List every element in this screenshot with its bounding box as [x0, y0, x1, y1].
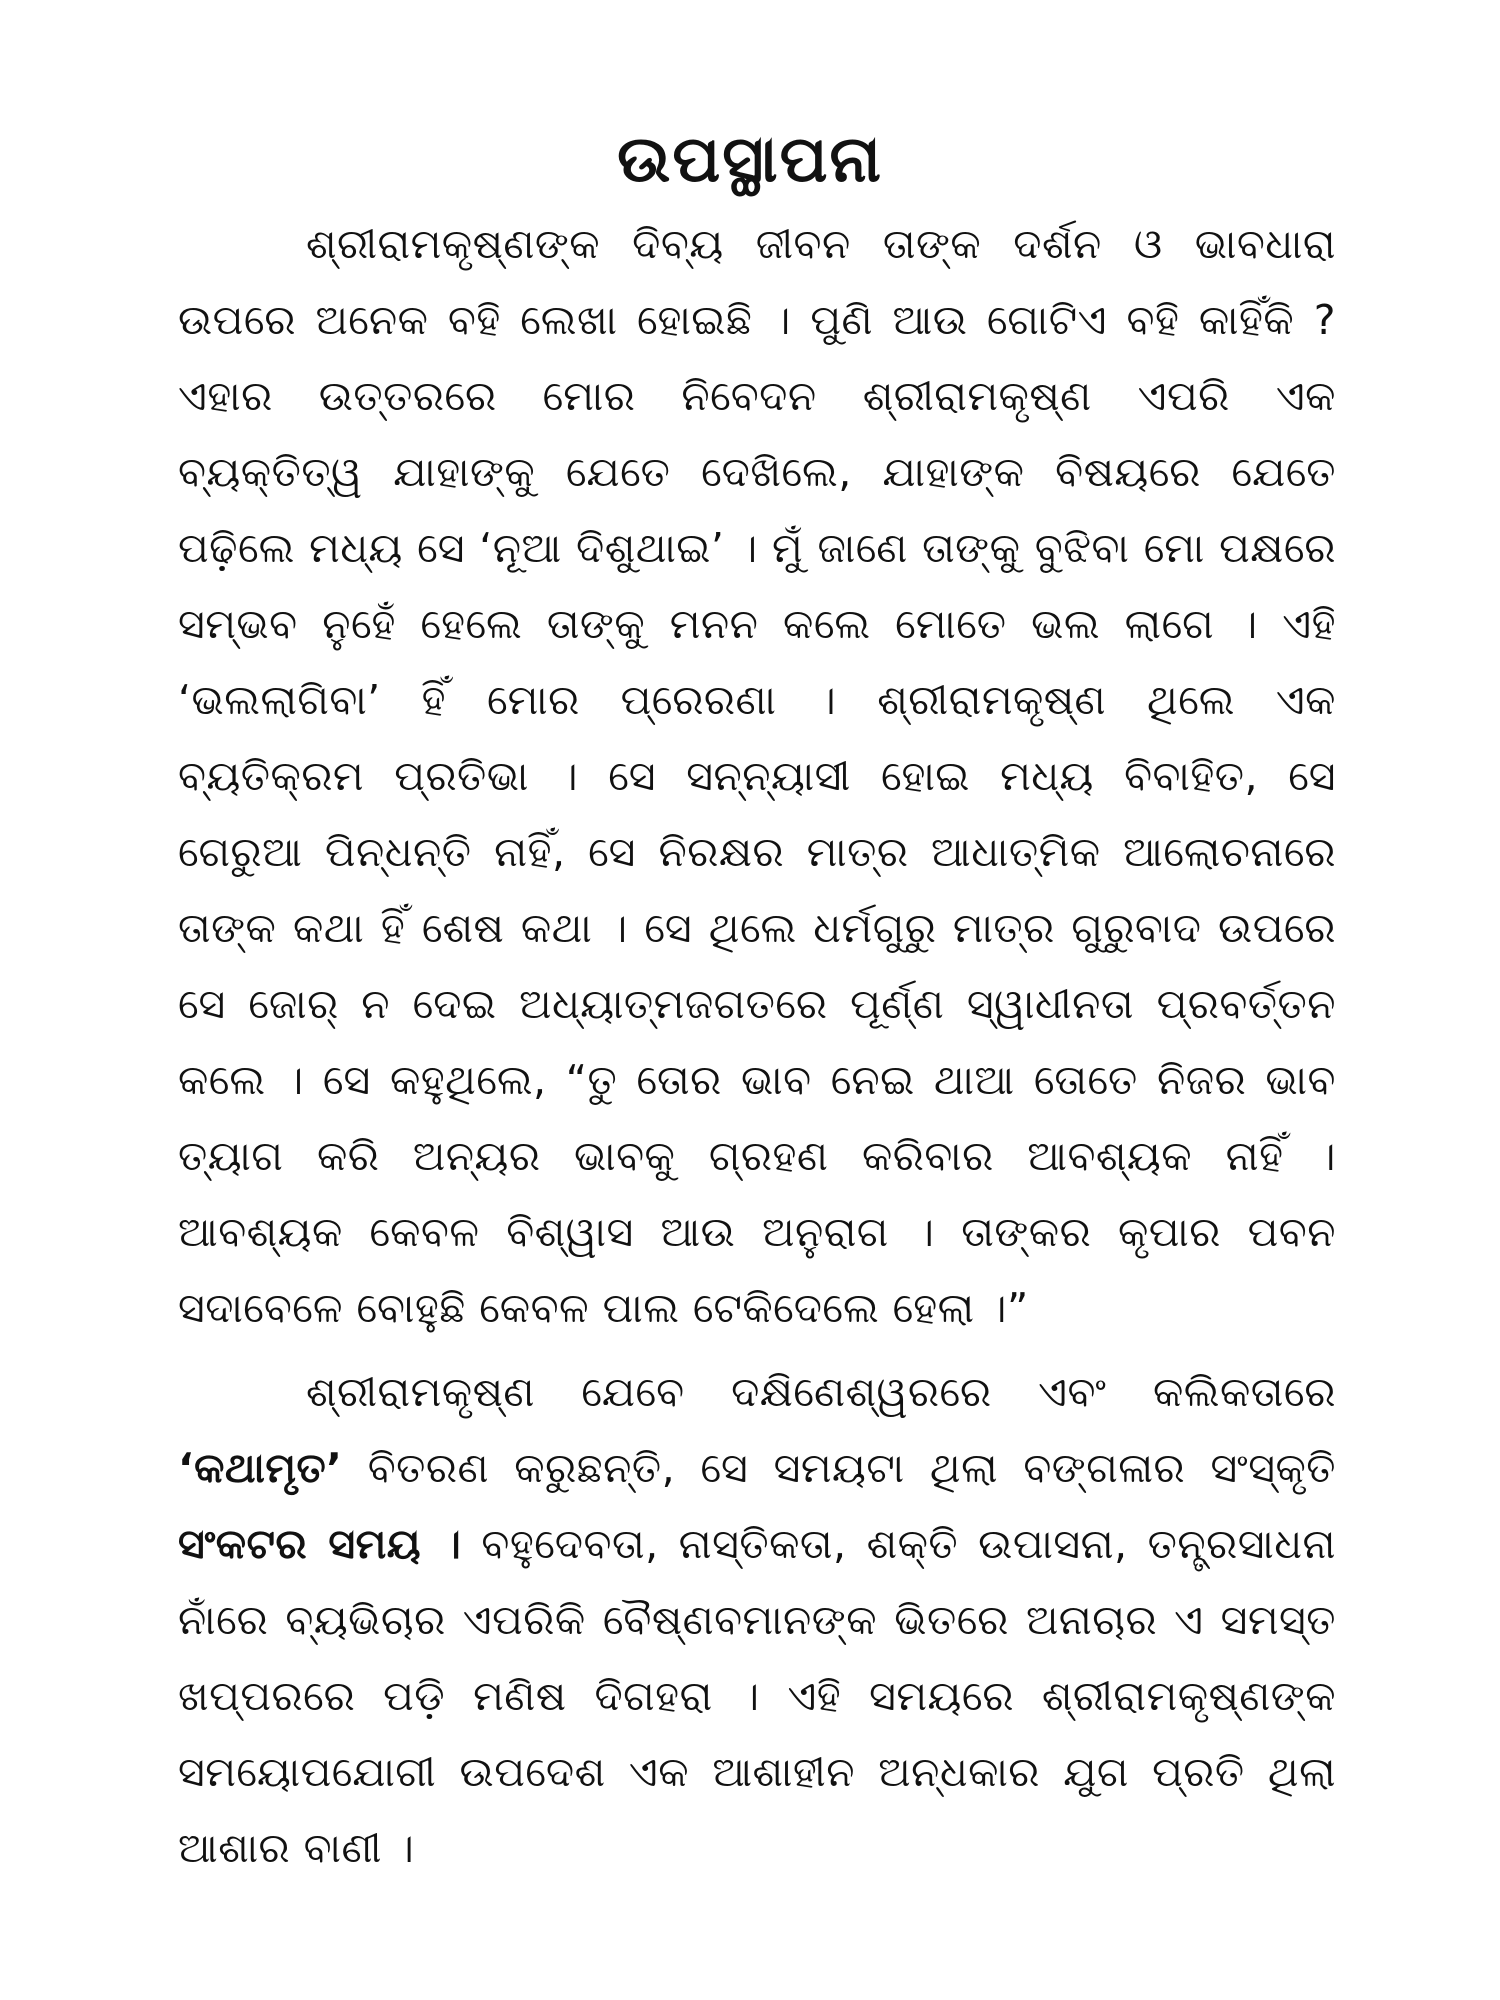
paragraph-2-opening: ଶ୍ରୀରାମକୃଷ୍ଣ ଯେବେ ଦକ୍ଷିଣେଶ୍ୱରରେ ଏବଂ କଲିକତାରେ: [306, 1368, 1336, 1416]
paragraph-2-closing: ବହୁଦେବତା, ନାସ୍ତିକତା, ଶକ୍ତି ଉପାସନା, ତନ୍ତ୍ରସାଧନା ନାଁରେ ବ୍ୟଭିଚାର ଏପରିକି ବୈଷ୍ଣବମାନଙ୍କ ଭିତରେ ଅନାଚାର ଏ ସମସ୍ତ ଖପ୍ପରରେ ପଡ଼ି ମଣିଷ ଦିଗହରା । ଏହି ସମୟରେ ଶ୍ରୀରାମକୃଷ୍ଣଙ୍କ ସମୟୋପଯୋଗୀ ଉପଦେଶ ଏକ ଆଶାହୀନ ଅନ୍ଧକାର ଯୁଗ ପ୍ରତି ଥିଲା ଆଶାର ବାଣୀ ।: [178, 1520, 1336, 1872]
crisis-period-phrase: ସଂକଟର ସମୟ ।: [178, 1520, 462, 1568]
paragraph-2: [178, 1354, 1336, 1886]
kathamrita-term: ‘କଥାମୃତ’: [178, 1444, 343, 1492]
page-title: ଉପସ୍ଥାପନା: [617, 122, 883, 197]
paragraph-2-middle: ବିତରଣ କରୁଛନ୍ତି, ସେ ସମୟଟା ଥିଲା ବଙ୍ଗଳାର ସଂସ୍କୃତି: [342, 1444, 1336, 1492]
paragraph-1: ଶ୍ରୀରାମକୃଷ୍ଣଙ୍କ ଦିବ୍ୟ ଜୀବନ ତାଙ୍କ ଦର୍ଶନ ଓ ଭାବଧାରା ଉପରେ ଅନେକ ବହି ଲେଖା ହୋଇଛି । ପୁଣି ଆଉ ଗୋଟିଏ ବହି କାହିଁକି ? ଏହାର ଉତ୍ତରରେ ମୋର ନିବେଦନ ଶ୍ରୀରାମକୃଷ୍ଣ ଏପରି ଏକ ବ୍ୟକ୍ତିତ୍ୱ ଯାହାଙ୍କୁ ଯେତେ ଦେଖିଲେ, ଯାହାଙ୍କ ବିଷୟରେ ଯେତେ ପଢ଼ିଲେ ମଧ୍ୟ ସେ ‘ନୂଆ ଦିଶୁଥାଇ’ । ମୁଁ ଜାଣେ ତାଙ୍କୁ ବୁଝିବା ମୋ ପକ୍ଷରେ ସମ୍ଭବ ନୁହେଁ ହେଲେ ତାଙ୍କୁ ମନନ କଲେ ମୋତେ ଭଲ ଲାଗେ । ଏହି ‘ଭଲଲାଗିବା’ ହିଁ ମୋର ପ୍ରେରଣା । ଶ୍ରୀରାମକୃଷ୍ଣ ଥିଲେ ଏକ ବ୍ୟତିକ୍ରମ ପ୍ରତିଭା । ସେ ସନ୍ନ୍ୟାସୀ ହୋଇ ମଧ୍ୟ ବିବାହିତ, ସେ ଗେରୁଆ ପିନ୍ଧନ୍ତି ନାହିଁ, ସେ ନିରକ୍ଷର ମାତ୍ର ଆଧାତ୍ମିକ ଆଲୋଚନାରେ ତାଙ୍କ କଥା ହିଁ ଶେଷ କଥା । ସେ ଥିଲେ ଧର୍ମଗୁରୁ ମାତ୍ର ଗୁରୁବାଦ ଉପରେ ସେ ଜୋର୍ ନ ଦେଇ ଅଧ୍ୟାତ୍ମଜଗତରେ ପୂର୍ଣ୍ଣ ସ୍ୱାଧୀନତା ପ୍ରବର୍ତ୍ତନ କଲେ । ସେ କହୁଥିଲେ, “ତୁ ତୋର ଭାବ ନେଇ ଥାଆ ତୋତେ ନିଜର ଭାବ ତ୍ୟାଗ କରି ଅନ୍ୟର ଭାବକୁ ଗ୍ରହଣ କରିବାର ଆବଶ୍ୟକ ନାହିଁ । ଆବଶ୍ୟକ କେବଳ ବିଶ୍ୱାସ ଆଉ ଅନୁରାଗ । ତାଙ୍କର କୃପାର ପବନ ସଦାବେଳେ ବୋହୁଛି କେବଳ ପାଲ ଟେକିଦେଲେ ହେଲା ।”: [178, 220, 1336, 1332]
